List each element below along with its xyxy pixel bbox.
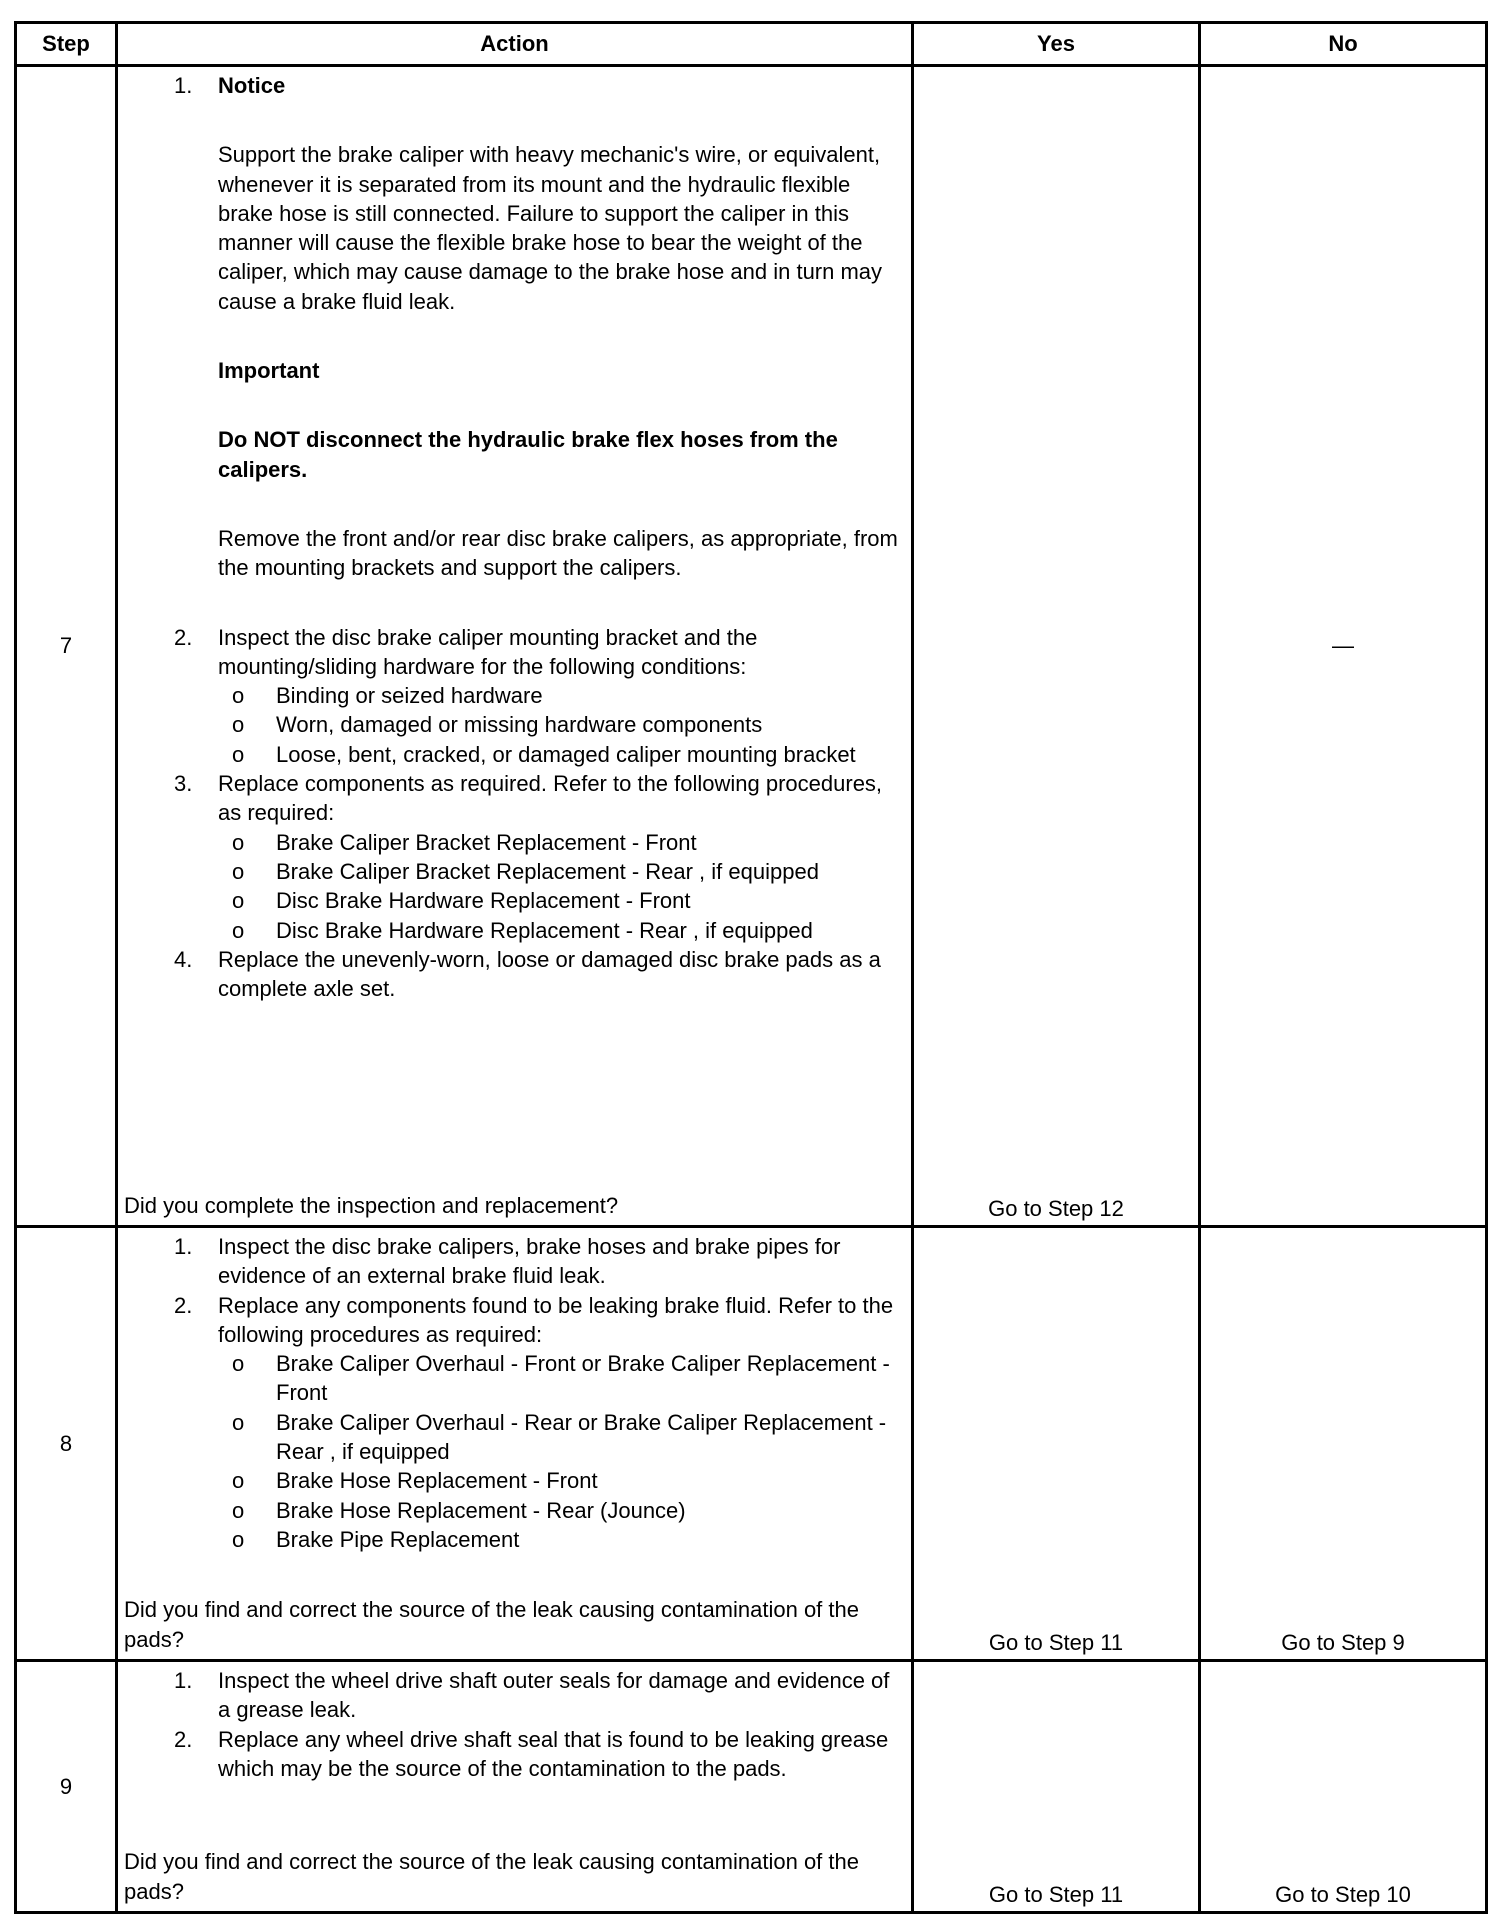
- bullet-icon: o: [232, 1468, 245, 1494]
- bullet-icon: o: [232, 888, 245, 914]
- bullet-text: Brake Pipe Replacement: [276, 1526, 520, 1552]
- bullet-text: Brake Caliper Bracket Replacement - Rear , if equipped: [276, 858, 819, 884]
- bullet-item: [124, 740, 907, 769]
- bullet-icon: o: [232, 858, 245, 884]
- important-heading: Important: [218, 358, 320, 384]
- bullet-icon: o: [232, 1409, 245, 1435]
- question: Did you complete the inspection and replacement?: [124, 1192, 619, 1218]
- list-item: Replace components as required. Refer to the following procedures, as required:: [218, 771, 883, 826]
- table-row-step-8: [16, 1227, 1487, 1661]
- bullet-item: [124, 681, 907, 710]
- no-result: Go to Step 9: [1200, 1227, 1487, 1661]
- bullet-text: Loose, bent, cracked, or damaged caliper mounting bracket: [276, 741, 856, 767]
- yes-result: Go to Step 11: [913, 1661, 1200, 1913]
- bullet-icon: o: [232, 1526, 245, 1552]
- step-number: 8: [16, 1227, 117, 1661]
- item-number: 2.: [174, 624, 193, 650]
- question: Did you find and correct the source of the leak causing contamination of the pads?: [124, 1849, 859, 1904]
- header-yes: Yes: [913, 23, 1200, 66]
- bullet-icon: o: [232, 1351, 245, 1377]
- item-number: 2.: [174, 1726, 193, 1752]
- step-number: 7: [16, 66, 117, 1227]
- item-number: 4.: [174, 946, 193, 972]
- list-item: Replace the unevenly-worn, loose or damaged disc brake pads as a complete axle set.: [218, 946, 881, 1002]
- no-result: Go to Step 10: [1200, 1661, 1487, 1913]
- table-row-step-7: [16, 66, 1487, 1227]
- item-number: 3.: [174, 771, 193, 797]
- bullet-text: Brake Caliper Overhaul - Front or Brake Caliper Replacement - Front: [276, 1351, 890, 1406]
- bullet-text: Brake Hose Replacement - Rear (Jounce): [276, 1497, 686, 1523]
- important-text: Do NOT disconnect the hydraulic brake flex hoses from the calipers.: [218, 427, 838, 482]
- remove-text: Remove the front and/or rear disc brake calipers, as appropriate, from the mounting brackets and support the calipers.: [218, 525, 898, 581]
- header-action: Action: [117, 23, 913, 66]
- bullet-item: [124, 1466, 907, 1495]
- bullet-item: [124, 828, 907, 857]
- table-row-step-9: [16, 1661, 1487, 1913]
- yes-result: Go to Step 12: [913, 66, 1200, 1227]
- bullet-item: [124, 710, 907, 739]
- list-item: Replace any components found to be leaking brake fluid. Refer to the following procedures as required:: [218, 1292, 894, 1347]
- bullet-text: Disc Brake Hardware Replacement - Front: [276, 888, 691, 914]
- bullet-text: Disc Brake Hardware Replacement - Rear , if equipped: [276, 917, 813, 943]
- bullet-item: [124, 916, 907, 945]
- bullet-icon: o: [232, 683, 245, 709]
- bullet-item: [124, 1496, 907, 1525]
- bullet-item: [124, 886, 907, 915]
- item-number: 1.: [174, 73, 193, 98]
- bullet-icon: o: [232, 741, 245, 767]
- bullet-text: Brake Caliper Overhaul - Rear or Brake Caliper Replacement - Rear , if equipped: [276, 1409, 887, 1465]
- step-number: 9: [16, 1661, 117, 1913]
- question: Did you find and correct the source of the leak causing contamination of the pads?: [124, 1597, 859, 1652]
- bullet-item: [124, 1408, 907, 1467]
- bullet-icon: o: [232, 712, 245, 738]
- item-number: 1.: [174, 1668, 193, 1693]
- list-item: Replace any wheel drive shaft seal that is found to be leaking grease which may be the source of the contamination to the pads.: [218, 1726, 889, 1781]
- action-cell: [117, 1661, 913, 1913]
- action-cell: [117, 1227, 913, 1661]
- diagnostic-table: [14, 21, 1488, 1914]
- bullet-icon: o: [232, 1497, 245, 1523]
- yes-result: Go to Step 11: [913, 1227, 1200, 1661]
- list-item: Inspect the wheel drive shaft outer seals for damage and evidence of a grease leak.: [218, 1668, 890, 1723]
- bullet-text: Worn, damaged or missing hardware components: [276, 712, 763, 738]
- no-result: —: [1200, 66, 1487, 1227]
- header-step: Step: [16, 23, 117, 66]
- notice-text: Support the brake caliper with heavy mechanic's wire, or equivalent, whenever it is separated from its mount and the hydraulic flexible brake hose is still connected. Failure to support the caliper in this manner will cause the flexible brake hose to bear the weight of the caliper, which may cause damage to the brake hose and in turn may cause a brake fluid leak.: [218, 142, 883, 314]
- list-item: Inspect the disc brake calipers, brake hoses and brake pipes for evidence of an external brake fluid leak.: [218, 1234, 841, 1289]
- header-no: No: [1200, 23, 1487, 66]
- bullet-text: Binding or seized hardware: [276, 683, 543, 709]
- bullet-item: [124, 1349, 907, 1408]
- bullet-text: Brake Hose Replacement - Front: [276, 1468, 598, 1494]
- bullet-item: [124, 1525, 907, 1554]
- action-cell: [117, 66, 913, 1227]
- bullet-text: Brake Caliper Bracket Replacement - Front: [276, 829, 697, 855]
- item-number: 1.: [174, 1234, 193, 1259]
- item-number: 2.: [174, 1292, 193, 1318]
- bullet-icon: o: [232, 829, 245, 855]
- header-row: [16, 23, 1487, 66]
- bullet-item: [124, 857, 907, 886]
- bullet-icon: o: [232, 917, 245, 943]
- list-item: Inspect the disc brake caliper mounting bracket and the mounting/sliding hardware for the following conditions:: [218, 624, 758, 679]
- notice-heading: Notice: [218, 73, 286, 98]
